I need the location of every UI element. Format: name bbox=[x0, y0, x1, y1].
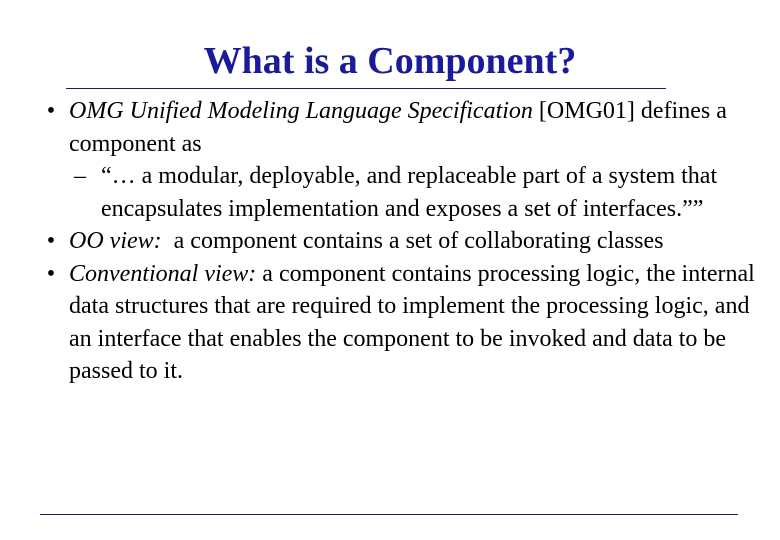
bullet-text: a component contains processing logic, the internal data structures that are required to implement the processing logic, and an interface that enables the component to be invoked and data to be passed to it. bbox=[69, 260, 755, 384]
bullet-oo-view bbox=[0, 225, 780, 258]
dash-marker: – bbox=[74, 163, 86, 189]
bullet-conventional-view bbox=[0, 258, 780, 388]
bullet-marker: • bbox=[46, 228, 56, 254]
footer-rule bbox=[40, 514, 738, 515]
view-label: OO view: bbox=[69, 228, 162, 254]
title-underline bbox=[66, 88, 666, 89]
bullet-uml-definition bbox=[0, 95, 780, 160]
bullet-marker: • bbox=[46, 260, 56, 287]
view-label: Conventional view: bbox=[69, 260, 257, 287]
bullet-text: [OMG01] defines a component as bbox=[69, 98, 727, 157]
bullet-text: a component contains a set of collaborating classes bbox=[161, 228, 664, 254]
quote-text: “… a modular, deployable, and replaceable part of a system that encapsulates implementation and exposes a set of interfaces.”” bbox=[101, 163, 718, 222]
slide-content bbox=[0, 95, 780, 388]
spec-title: OMG Unified Modeling Language Specification bbox=[69, 98, 533, 124]
sub-bullet-quote bbox=[0, 160, 780, 225]
slide-title: What is a Component? bbox=[203, 40, 577, 82]
bullet-marker: • bbox=[46, 98, 56, 124]
